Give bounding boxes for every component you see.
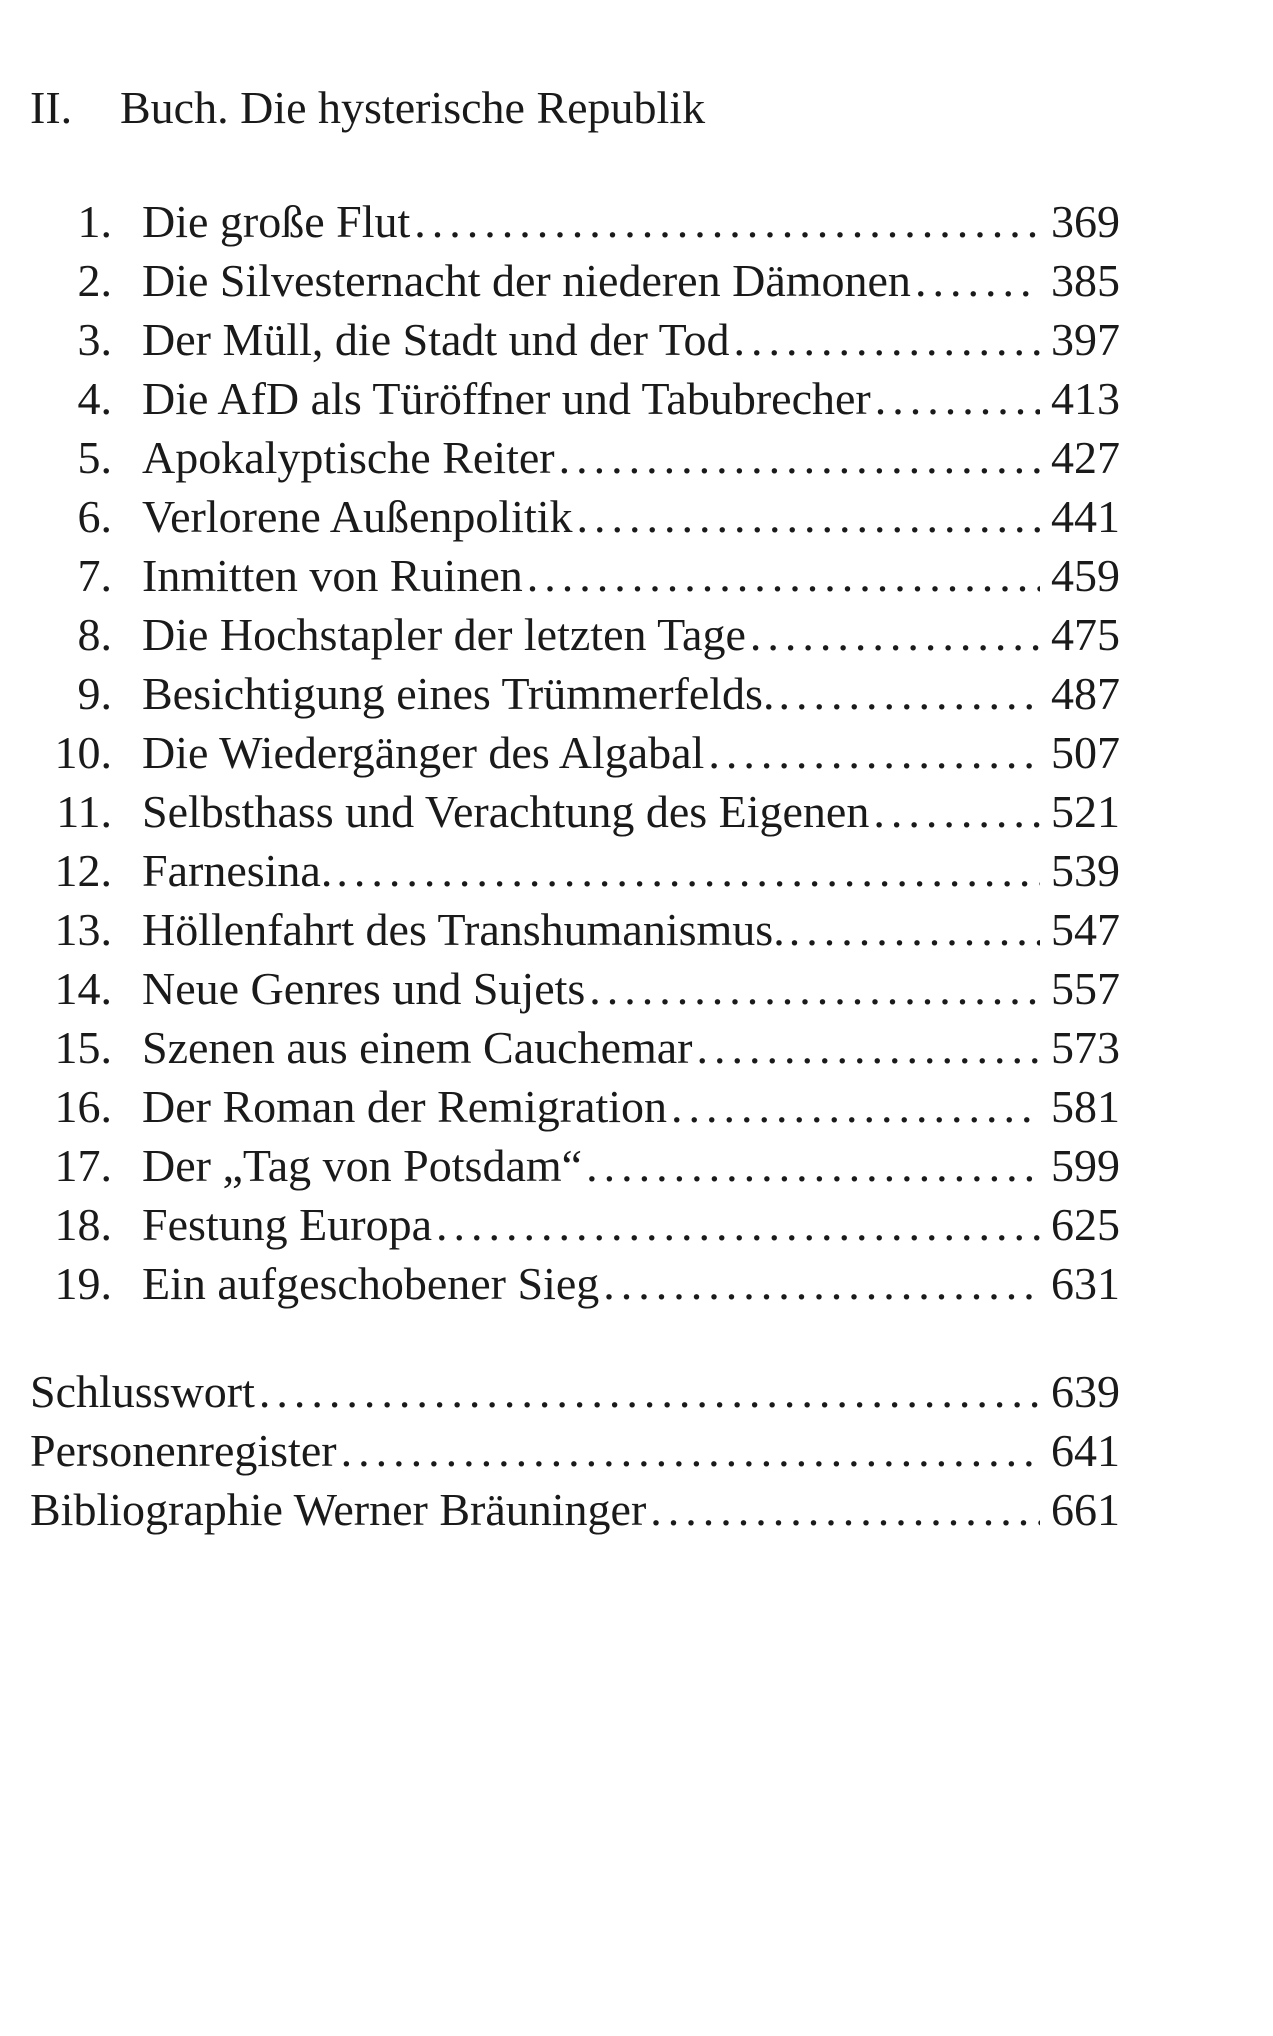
dot-leader [559,428,1040,487]
chapter-list [30,192,1120,1313]
dot-leader [671,1077,1040,1136]
dot-leader [873,782,1040,841]
chapter-number: 19. [54,1258,112,1309]
appendix-title: Bibliographie Werner Bräuninger [30,1484,647,1535]
chapter-title: Neue Genres und Sujets [142,963,586,1014]
toc-entry [30,1077,1120,1136]
book-title: Buch. Die hysterische Republik [120,82,706,133]
chapter-number: 4. [77,373,112,424]
toc-entry [30,841,1120,900]
chapter-number: 15. [54,1022,112,1073]
dot-leader [789,900,1040,959]
chapter-number: 2. [77,255,112,306]
toc-entry [30,192,1120,251]
toc-entry [30,1254,1120,1313]
chapter-title: Apokalyptische Reiter [142,432,555,483]
page-number: 507 [1051,727,1120,778]
page-number: 631 [1051,1258,1120,1309]
chapter-title: Festung Europa [142,1199,433,1250]
book-heading [30,80,705,136]
chapter-title: Die Silvesternacht der niederen Dämonen [142,255,911,306]
chapter-number: 18. [54,1199,112,1250]
chapter-number: 8. [77,609,112,660]
dot-leader [259,1362,1040,1421]
toc-entry [30,1018,1120,1077]
page-number: 661 [1051,1484,1120,1535]
dot-leader [414,192,1040,251]
toc-entry [30,900,1120,959]
chapter-number: 9. [77,668,112,719]
book-number: II. [30,82,73,133]
dot-leader [915,251,1040,310]
page-number: 521 [1051,786,1120,837]
toc-entry [30,723,1120,782]
dot-leader [589,959,1040,1018]
chapter-title: Selbsthass und Verachtung des Eigenen [142,786,870,837]
chapter-number: 3. [77,314,112,365]
page-number: 573 [1051,1022,1120,1073]
toc-entry [30,546,1120,605]
toc-entry [30,605,1120,664]
chapter-title: Ein aufgeschobener Sieg [142,1258,600,1309]
toc-entry [30,1195,1120,1254]
chapter-number: 12. [54,845,112,896]
toc-entry [30,251,1120,310]
dot-leader [336,841,1040,900]
chapter-title: Verlorene Außenpolitik [142,491,573,542]
chapter-title: Farnesina. [142,845,333,896]
chapter-title: Szenen aus einem Cauchemar [142,1022,693,1073]
chapter-title: Höllenfahrt des Transhumanismus. [142,904,785,955]
dot-leader [875,369,1040,428]
dot-leader [733,310,1040,369]
chapter-number: 11. [56,786,112,837]
chapter-number: 14. [54,963,112,1014]
chapter-title: Der „Tag von Potsdam“ [142,1140,583,1191]
toc-entry [30,959,1120,1018]
chapter-title: Die Hochstapler der letzten Tage [142,609,746,660]
toc-entry [30,1362,1120,1421]
page-number: 625 [1051,1199,1120,1250]
dot-leader [750,605,1040,664]
page-number: 639 [1051,1366,1120,1417]
page-number: 475 [1051,609,1120,660]
dot-leader [577,487,1040,546]
dot-leader [341,1421,1040,1480]
page-number: 641 [1051,1425,1120,1476]
chapter-number: 7. [77,550,112,601]
page-number: 547 [1051,904,1120,955]
toc-entry [30,664,1120,723]
page-number: 413 [1051,373,1120,424]
chapter-number: 10. [54,727,112,778]
chapter-number: 16. [54,1081,112,1132]
page-number: 441 [1051,491,1120,542]
dot-leader [436,1195,1040,1254]
page-number: 557 [1051,963,1120,1014]
toc-entry [30,1480,1120,1539]
appendix-list [30,1362,1120,1539]
page-number: 487 [1051,668,1120,719]
appendix-title: Personenregister [30,1425,337,1476]
chapter-title: Die AfD als Türöffner und Tabubrecher [142,373,871,424]
dot-leader [603,1254,1040,1313]
page-number: 539 [1051,845,1120,896]
toc-entry [30,1421,1120,1480]
chapter-title: Inmitten von Ruinen [142,550,523,601]
toc-entry [30,487,1120,546]
chapter-number: 13. [54,904,112,955]
page-number: 427 [1051,432,1120,483]
chapter-title: Die Wiedergänger des Algabal [142,727,705,778]
page-number: 581 [1051,1081,1120,1132]
toc-entry [30,369,1120,428]
dot-leader [778,664,1040,723]
chapter-number: 17. [54,1140,112,1191]
chapter-title: Der Müll, die Stadt und der Tod [142,314,730,365]
chapter-number: 5. [77,432,112,483]
toc-entry [30,428,1120,487]
chapter-title: Die große Flut [142,196,411,247]
appendix-title: Schlusswort [30,1366,255,1417]
page-number: 369 [1051,196,1120,247]
toc-entry [30,1136,1120,1195]
chapter-number: 6. [77,491,112,542]
chapter-number: 1. [77,196,112,247]
chapter-title: Der Roman der Remigration [142,1081,668,1132]
dot-leader [697,1018,1041,1077]
page-number: 459 [1051,550,1120,601]
toc-entry [30,310,1120,369]
page-number: 599 [1051,1140,1120,1191]
toc-entry [30,782,1120,841]
page-number: 397 [1051,314,1120,365]
page-number: 385 [1051,255,1120,306]
dot-leader [527,546,1040,605]
chapter-title: Besichtigung eines Trümmerfelds. [142,668,775,719]
dot-leader [708,723,1040,782]
dot-leader [650,1480,1040,1539]
dot-leader [586,1136,1040,1195]
